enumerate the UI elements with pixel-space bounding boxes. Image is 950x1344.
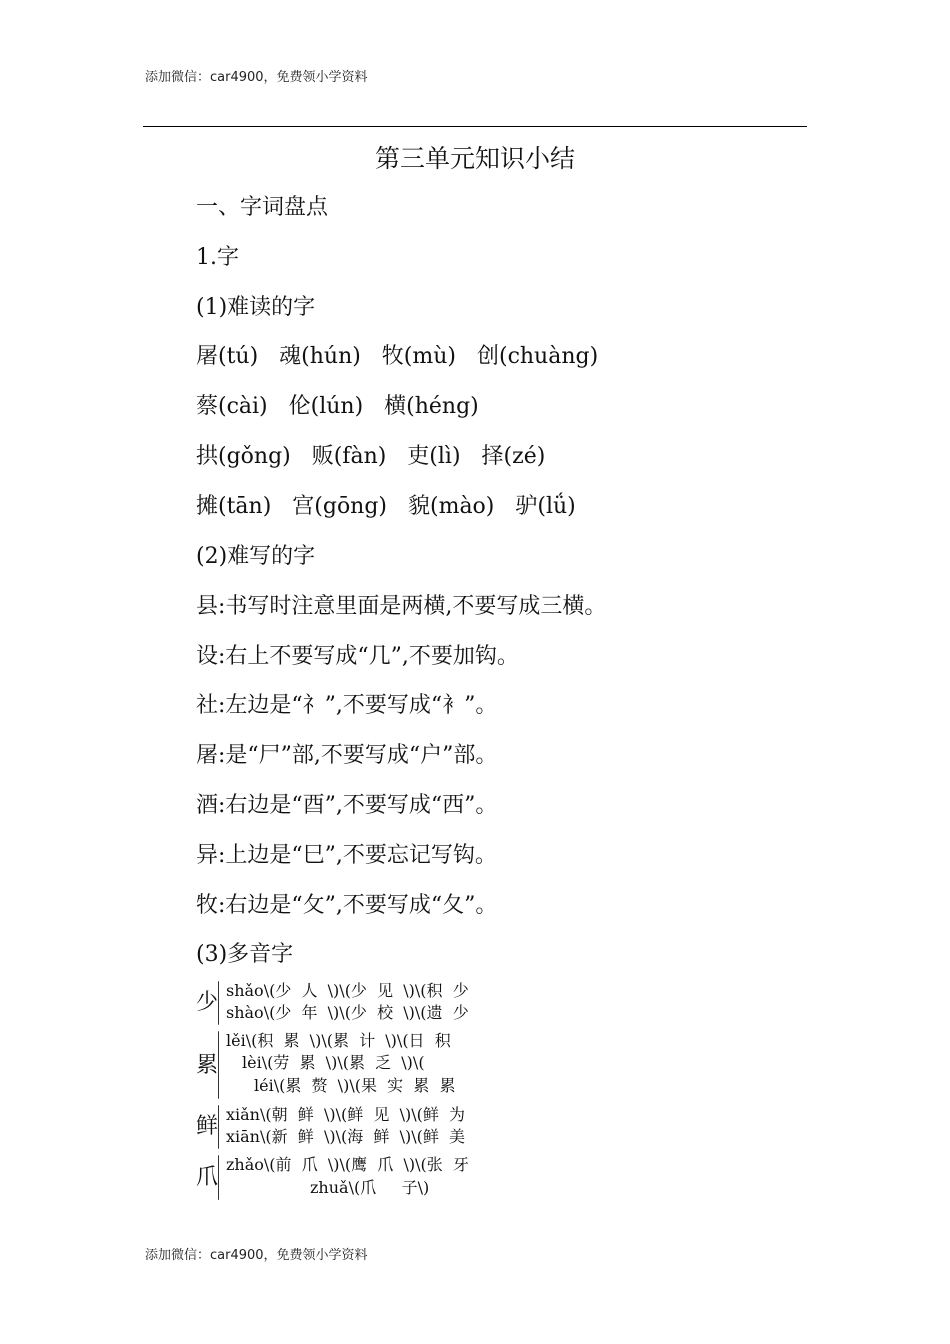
polyphone-reading: lěi\(积 累 \)\(累 计 \)\(日 积 [226,1031,451,1050]
polyphone-char: 少 [196,990,219,1015]
polyphone-char: 鲜 [196,1114,219,1139]
polyphone-group-zhao [196,1152,506,1204]
polyphone-group-xian [196,1102,506,1152]
polyphone-reading: xiǎn\(朝 鲜 \)\(鲜 见 \)\(鲜 为 [226,1105,466,1124]
hard-write-row: 异:上边是“巳”,不要忘记写钩。 [196,843,497,868]
polyphone-char: 累 [196,1053,219,1078]
polyphone-reading: léi\(累 赘 \)\(果 实 累 累 [254,1076,456,1095]
brace [218,981,219,1025]
page-title: 第三单元知识小结 [374,144,575,173]
hard-write-row: 酒:右边是“酉”,不要写成“西”。 [196,793,498,818]
hard-write-row: 社:左边是“礻”,不要写成“衤”。 [196,693,498,718]
hard-read-row: 蔡(cài) 伦(lún) 横(héng) [196,394,479,419]
polyphone-reading: xiān\(新 鲜 \)\(海 鲜 \)\(鲜 美 [226,1127,466,1146]
footer-watermark: 添加微信：car4900，免费领小学资料 [145,1248,368,1263]
polyphone-reading: zhuǎ\(爪 子\) [310,1178,430,1197]
section-heading-words: 一、字词盘点 [196,195,329,220]
polyphone-group-shao [196,978,506,1028]
polyphone-reading: shǎo\(少 人 \)\(少 见 \)\(积 少 [226,981,469,1000]
header-rule [143,126,807,127]
polyphone-heading: (3)多音字 [196,942,294,967]
polyphone-reading: zhǎo\(前 爪 \)\(鹰 爪 \)\(张 牙 [226,1155,469,1174]
hard-write-row: 县:书写时注意里面是两横,不要写成三横。 [196,594,607,619]
hard-write-row: 屠:是“尸”部,不要写成“户”部。 [196,743,498,768]
hard-write-row: 牧:右边是“攵”,不要写成“夂”。 [196,893,498,918]
polyphone-group-lei [196,1028,506,1102]
header-watermark: 添加微信：car4900，免费领小学资料 [145,70,368,85]
hard-write-heading: (2)难写的字 [196,544,316,569]
hard-read-row: 拱(gǒng) 贩(fàn) 吏(lì) 择(zé) [196,444,546,469]
sub-heading-characters: 1.字 [196,245,239,270]
polyphone-reading: lèi\(劳 累 \)\(累 乏 \)\( [242,1053,425,1072]
polyphone-char: 爪 [196,1165,219,1190]
brace [218,1031,219,1099]
hard-read-row: 屠(tú) 魂(hún) 牧(mù) 创(chuàng) [196,344,599,369]
hard-read-row: 摊(tān) 宫(gōng) 貌(mào) 驴(lǘ) [196,494,576,519]
brace [218,1155,219,1200]
hard-read-heading: (1)难读的字 [196,295,316,320]
polyphone-reading: shào\(少 年 \)\(少 校 \)\(遗 少 [226,1003,469,1022]
hard-write-row: 设:右上不要写成“几”,不要加钩。 [196,644,519,669]
brace [218,1105,219,1149]
